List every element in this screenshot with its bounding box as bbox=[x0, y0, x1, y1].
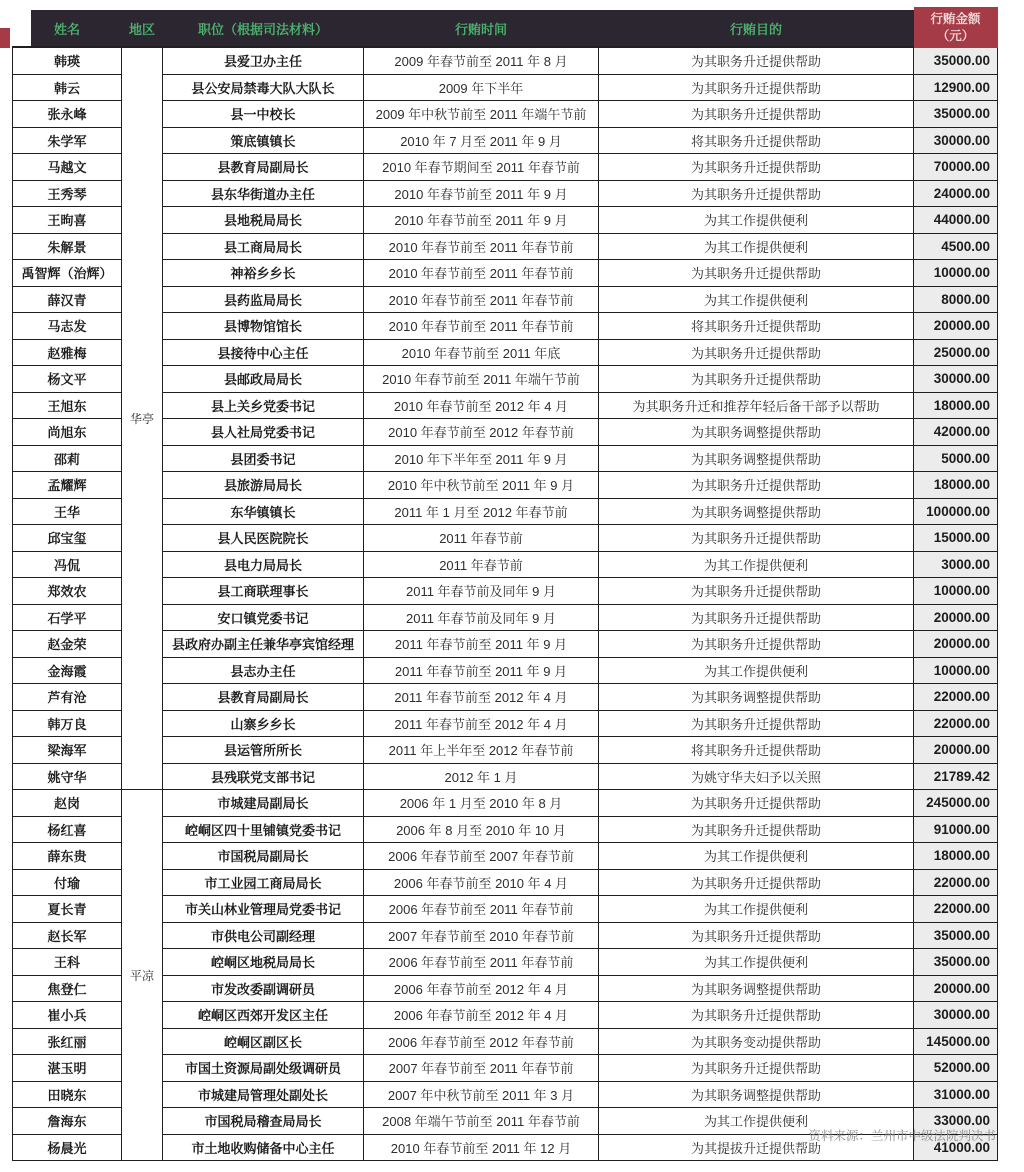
header-row bbox=[13, 10, 998, 47]
position-cell: 县志办主任 bbox=[163, 657, 364, 684]
time-cell: 2011 年春节前至 2012 年 4 月 bbox=[364, 684, 599, 711]
position-cell: 县教育局副局长 bbox=[163, 154, 364, 181]
purpose-cell: 为其职务调整提供帮助 bbox=[599, 419, 914, 446]
purpose-cell: 为其职务调整提供帮助 bbox=[599, 684, 914, 711]
position-cell: 县旅游局局长 bbox=[163, 472, 364, 499]
amount-cell: 18000.00 bbox=[914, 472, 998, 499]
purpose-cell: 为其职务调整提供帮助 bbox=[599, 975, 914, 1002]
amount-header-line2: （元） bbox=[936, 28, 975, 43]
position-cell: 县人民医院院长 bbox=[163, 525, 364, 552]
time-cell: 2007 年中秋节前至 2011 年 3 月 bbox=[364, 1081, 599, 1108]
purpose-cell: 为其职务调整提供帮助 bbox=[599, 1081, 914, 1108]
amount-cell: 24000.00 bbox=[914, 180, 998, 207]
purpose-cell: 为其职务升迁提供帮助 bbox=[599, 790, 914, 817]
amount-cell: 20000.00 bbox=[914, 604, 998, 631]
purpose-cell: 为其工作提供便利 bbox=[599, 896, 914, 923]
name-cell: 张永峰 bbox=[13, 101, 122, 128]
purpose-cell: 为其职务升迁提供帮助 bbox=[599, 74, 914, 101]
name-cell: 韩瑛 bbox=[13, 47, 122, 74]
time-cell: 2007 年春节前至 2011 年春节前 bbox=[364, 1055, 599, 1082]
position-cell: 县地税局局长 bbox=[163, 207, 364, 234]
amount-cell: 22000.00 bbox=[914, 710, 998, 737]
amount-cell: 22000.00 bbox=[914, 896, 998, 923]
amount-cell: 100000.00 bbox=[914, 498, 998, 525]
time-cell: 2009 年下半年 bbox=[364, 74, 599, 101]
amount-cell: 31000.00 bbox=[914, 1081, 998, 1108]
position-cell: 县政府办副主任兼华亭宾馆经理 bbox=[163, 631, 364, 658]
time-cell: 2011 年春节前至 2011 年 9 月 bbox=[364, 631, 599, 658]
col-header-position: 职位（根据司法材料） bbox=[163, 10, 364, 47]
time-cell: 2010 年春节前至 2011 年端午节前 bbox=[364, 366, 599, 393]
purpose-cell: 为其职务升迁提供帮助 bbox=[599, 260, 914, 287]
purpose-cell: 为其工作提供便利 bbox=[599, 286, 914, 313]
position-cell: 市国税局副局长 bbox=[163, 843, 364, 870]
purpose-cell: 将其职务升迁提供帮助 bbox=[599, 313, 914, 340]
amount-cell: 245000.00 bbox=[914, 790, 998, 817]
purpose-cell: 为其职务升迁提供帮助 bbox=[599, 604, 914, 631]
amount-cell: 20000.00 bbox=[914, 737, 998, 764]
position-cell: 县接待中心主任 bbox=[163, 339, 364, 366]
time-cell: 2011 年上半年至 2012 年春节前 bbox=[364, 737, 599, 764]
purpose-cell: 为其职务调整提供帮助 bbox=[599, 498, 914, 525]
amount-cell: 3000.00 bbox=[914, 551, 998, 578]
purpose-cell: 为其职务升迁和推荐年轻后备干部予以帮助 bbox=[599, 392, 914, 419]
name-cell: 邵莉 bbox=[13, 445, 122, 472]
name-cell: 韩云 bbox=[13, 74, 122, 101]
name-cell: 湛玉明 bbox=[13, 1055, 122, 1082]
time-cell: 2006 年 8 月至 2010 年 10 月 bbox=[364, 816, 599, 843]
time-cell: 2006 年 1 月至 2010 年 8 月 bbox=[364, 790, 599, 817]
amount-cell: 20000.00 bbox=[914, 631, 998, 658]
position-cell: 崆峒区四十里铺镇党委书记 bbox=[163, 816, 364, 843]
amount-cell: 30000.00 bbox=[914, 1002, 998, 1029]
position-cell: 市工业园工商局局长 bbox=[163, 869, 364, 896]
col-header-amount bbox=[914, 10, 998, 47]
amount-cell: 35000.00 bbox=[914, 949, 998, 976]
name-cell: 金海霞 bbox=[13, 657, 122, 684]
amount-cell: 20000.00 bbox=[914, 313, 998, 340]
amount-cell: 25000.00 bbox=[914, 339, 998, 366]
position-cell: 崆峒区西郊开发区主任 bbox=[163, 1002, 364, 1029]
time-cell: 2006 年春节前至 2010 年 4 月 bbox=[364, 869, 599, 896]
amount-cell: 35000.00 bbox=[914, 101, 998, 128]
position-cell: 县工商联理事长 bbox=[163, 578, 364, 605]
position-cell: 策底镇镇长 bbox=[163, 127, 364, 154]
amount-cell: 30000.00 bbox=[914, 366, 998, 393]
position-cell: 县上关乡党委书记 bbox=[163, 392, 364, 419]
position-cell: 崆峒区地税局局长 bbox=[163, 949, 364, 976]
time-cell: 2006 年春节前至 2012 年春节前 bbox=[364, 1028, 599, 1055]
purpose-cell: 为其职务升迁提供帮助 bbox=[599, 180, 914, 207]
amount-cell: 145000.00 bbox=[914, 1028, 998, 1055]
name-cell: 付瑜 bbox=[13, 869, 122, 896]
name-cell: 马越文 bbox=[13, 154, 122, 181]
name-cell: 王秀琴 bbox=[13, 180, 122, 207]
purpose-cell: 为其职务调整提供帮助 bbox=[599, 445, 914, 472]
time-cell: 2010 年春节前至 2011 年春节前 bbox=[364, 260, 599, 287]
purpose-cell: 为其职务变动提供帮助 bbox=[599, 1028, 914, 1055]
name-cell: 赵长军 bbox=[13, 922, 122, 949]
time-cell: 2010 年中秋节前至 2011 年 9 月 bbox=[364, 472, 599, 499]
purpose-cell: 为其职务升迁提供帮助 bbox=[599, 47, 914, 74]
name-cell: 王旭东 bbox=[13, 392, 122, 419]
purpose-cell: 为其职务升迁提供帮助 bbox=[599, 869, 914, 896]
amount-cell: 30000.00 bbox=[914, 127, 998, 154]
amount-cell: 8000.00 bbox=[914, 286, 998, 313]
time-cell: 2010 年春节前至 2011 年春节前 bbox=[364, 233, 599, 260]
col-header-name: 姓名 bbox=[13, 10, 122, 47]
purpose-cell: 为其职务升迁提供帮助 bbox=[599, 1002, 914, 1029]
amount-cell: 15000.00 bbox=[914, 525, 998, 552]
position-cell: 县运管所所长 bbox=[163, 737, 364, 764]
amount-cell: 91000.00 bbox=[914, 816, 998, 843]
amount-cell: 4500.00 bbox=[914, 233, 998, 260]
time-cell: 2011 年春节前至 2012 年 4 月 bbox=[364, 710, 599, 737]
name-cell: 韩万良 bbox=[13, 710, 122, 737]
purpose-cell: 为其工作提供便利 bbox=[599, 1108, 914, 1135]
amount-cell: 44000.00 bbox=[914, 207, 998, 234]
time-cell: 2008 年端午节前至 2011 年春节前 bbox=[364, 1108, 599, 1135]
source-note: 资料来源：兰州市中级法院判决书 bbox=[808, 1129, 996, 1143]
time-cell: 2010 年下半年至 2011 年 9 月 bbox=[364, 445, 599, 472]
purpose-cell: 为其职务升迁提供帮助 bbox=[599, 1055, 914, 1082]
purpose-cell: 为其职务升迁提供帮助 bbox=[599, 631, 914, 658]
time-cell: 2010 年春节前至 2011 年 12 月 bbox=[364, 1134, 599, 1161]
time-cell: 2010 年春节前至 2011 年春节前 bbox=[364, 313, 599, 340]
position-cell: 安口镇党委书记 bbox=[163, 604, 364, 631]
purpose-cell: 将其职务升迁提供帮助 bbox=[599, 127, 914, 154]
name-cell: 朱学军 bbox=[13, 127, 122, 154]
purpose-cell: 为其职务升迁提供帮助 bbox=[599, 154, 914, 181]
time-cell: 2011 年春节前及同年 9 月 bbox=[364, 578, 599, 605]
name-cell: 芦有沧 bbox=[13, 684, 122, 711]
col-header-purpose: 行贿目的 bbox=[599, 10, 914, 47]
position-cell: 县一中校长 bbox=[163, 101, 364, 128]
time-cell: 2006 年春节前至 2012 年 4 月 bbox=[364, 975, 599, 1002]
amount-cell: 10000.00 bbox=[914, 578, 998, 605]
name-cell: 夏长青 bbox=[13, 896, 122, 923]
region-cell: 华亭 bbox=[122, 47, 163, 790]
purpose-cell: 为其职务升迁提供帮助 bbox=[599, 525, 914, 552]
purpose-cell: 为姚守华夫妇予以关照 bbox=[599, 763, 914, 790]
amount-cell: 52000.00 bbox=[914, 1055, 998, 1082]
name-cell: 焦登仁 bbox=[13, 975, 122, 1002]
position-cell: 市国税局稽查局局长 bbox=[163, 1108, 364, 1135]
amount-cell: 21789.42 bbox=[914, 763, 998, 790]
name-cell: 梁海军 bbox=[13, 737, 122, 764]
position-cell: 县人社局党委书记 bbox=[163, 419, 364, 446]
name-cell: 朱解景 bbox=[13, 233, 122, 260]
purpose-cell: 为其职务升迁提供帮助 bbox=[599, 101, 914, 128]
name-cell: 赵金荣 bbox=[13, 631, 122, 658]
name-cell: 张红丽 bbox=[13, 1028, 122, 1055]
position-cell: 山寨乡乡长 bbox=[163, 710, 364, 737]
amount-cell: 18000.00 bbox=[914, 392, 998, 419]
position-cell: 市土地收购储备中心主任 bbox=[163, 1134, 364, 1161]
time-cell: 2010 年春节前至 2011 年 9 月 bbox=[364, 180, 599, 207]
time-cell: 2010 年春节前至 2011 年春节前 bbox=[364, 286, 599, 313]
name-cell: 杨文平 bbox=[13, 366, 122, 393]
time-cell: 2011 年春节前 bbox=[364, 525, 599, 552]
purpose-cell: 为其工作提供便利 bbox=[599, 843, 914, 870]
name-cell: 王华 bbox=[13, 498, 122, 525]
position-cell: 县电力局局长 bbox=[163, 551, 364, 578]
amount-cell: 10000.00 bbox=[914, 657, 998, 684]
purpose-cell: 为其工作提供便利 bbox=[599, 949, 914, 976]
name-cell: 禹智辉（治辉） bbox=[13, 260, 122, 287]
col-header-region: 地区 bbox=[122, 10, 163, 47]
amount-cell: 22000.00 bbox=[914, 684, 998, 711]
purpose-cell: 为其职务升迁提供帮助 bbox=[599, 339, 914, 366]
time-cell: 2006 年春节前至 2007 年春节前 bbox=[364, 843, 599, 870]
name-cell: 薛汉青 bbox=[13, 286, 122, 313]
purpose-cell: 为其工作提供便利 bbox=[599, 551, 914, 578]
name-cell: 邱宝玺 bbox=[13, 525, 122, 552]
table-row bbox=[13, 47, 998, 74]
position-cell: 崆峒区副区长 bbox=[163, 1028, 364, 1055]
amount-cell: 41000.00 bbox=[914, 1134, 998, 1161]
time-cell: 2009 年春节前至 2011 年 8 月 bbox=[364, 47, 599, 74]
purpose-cell: 为其提拔升迁提供帮助 bbox=[599, 1134, 914, 1161]
amount-cell: 70000.00 bbox=[914, 154, 998, 181]
position-cell: 市城建局管理处副处长 bbox=[163, 1081, 364, 1108]
time-cell: 2010 年春节期间至 2011 年春节前 bbox=[364, 154, 599, 181]
amount-cell: 20000.00 bbox=[914, 975, 998, 1002]
amount-cell: 35000.00 bbox=[914, 922, 998, 949]
table-body bbox=[13, 47, 998, 1161]
name-cell: 杨晨光 bbox=[13, 1134, 122, 1161]
corner-accent-mark bbox=[0, 28, 10, 48]
amount-cell: 42000.00 bbox=[914, 419, 998, 446]
purpose-cell: 为其工作提供便利 bbox=[599, 657, 914, 684]
purpose-cell: 为其职务升迁提供帮助 bbox=[599, 922, 914, 949]
bribery-table bbox=[12, 10, 998, 1161]
position-cell: 县爱卫办主任 bbox=[163, 47, 364, 74]
time-cell: 2006 年春节前至 2012 年 4 月 bbox=[364, 1002, 599, 1029]
time-cell: 2007 年春节前至 2010 年春节前 bbox=[364, 922, 599, 949]
time-cell: 2006 年春节前至 2011 年春节前 bbox=[364, 949, 599, 976]
time-cell: 2010 年春节前至 2011 年 9 月 bbox=[364, 207, 599, 234]
position-cell: 市供电公司副经理 bbox=[163, 922, 364, 949]
position-cell: 市发改委副调研员 bbox=[163, 975, 364, 1002]
position-cell: 县教育局副局长 bbox=[163, 684, 364, 711]
name-cell: 田晓东 bbox=[13, 1081, 122, 1108]
position-cell: 市国土资源局副处级调研员 bbox=[163, 1055, 364, 1082]
name-cell: 马志发 bbox=[13, 313, 122, 340]
time-cell: 2010 年 7 月至 2011 年 9 月 bbox=[364, 127, 599, 154]
amount-cell: 22000.00 bbox=[914, 869, 998, 896]
amount-cell: 18000.00 bbox=[914, 843, 998, 870]
purpose-cell: 为其工作提供便利 bbox=[599, 233, 914, 260]
amount-header-line1: 行贿金额 bbox=[930, 11, 981, 26]
purpose-cell: 为其职务升迁提供帮助 bbox=[599, 472, 914, 499]
time-cell: 2011 年春节前及同年 9 月 bbox=[364, 604, 599, 631]
purpose-cell: 为其职务升迁提供帮助 bbox=[599, 578, 914, 605]
name-cell: 石学平 bbox=[13, 604, 122, 631]
time-cell: 2010 年春节前至 2012 年 4 月 bbox=[364, 392, 599, 419]
purpose-cell: 为其职务升迁提供帮助 bbox=[599, 366, 914, 393]
name-cell: 詹海东 bbox=[13, 1108, 122, 1135]
time-cell: 2010 年春节前至 2012 年春节前 bbox=[364, 419, 599, 446]
amount-cell: 35000.00 bbox=[914, 47, 998, 74]
position-cell: 县邮政局局长 bbox=[163, 366, 364, 393]
purpose-cell: 为其职务升迁提供帮助 bbox=[599, 816, 914, 843]
position-cell: 县残联党支部书记 bbox=[163, 763, 364, 790]
position-cell: 市城建局副局长 bbox=[163, 790, 364, 817]
amount-cell: 5000.00 bbox=[914, 445, 998, 472]
time-cell: 2006 年春节前至 2011 年春节前 bbox=[364, 896, 599, 923]
time-cell: 2011 年春节前至 2011 年 9 月 bbox=[364, 657, 599, 684]
purpose-cell: 为其工作提供便利 bbox=[599, 207, 914, 234]
name-cell: 赵雅梅 bbox=[13, 339, 122, 366]
name-cell: 姚守华 bbox=[13, 763, 122, 790]
name-cell: 赵岗 bbox=[13, 790, 122, 817]
time-cell: 2010 年春节前至 2011 年底 bbox=[364, 339, 599, 366]
time-cell: 2011 年 1 月至 2012 年春节前 bbox=[364, 498, 599, 525]
amount-header-box bbox=[914, 7, 998, 48]
time-cell: 2009 年中秋节前至 2011 年端午节前 bbox=[364, 101, 599, 128]
position-cell: 县药监局局长 bbox=[163, 286, 364, 313]
col-header-time: 行贿时间 bbox=[364, 10, 599, 47]
name-cell: 崔小兵 bbox=[13, 1002, 122, 1029]
position-cell: 县博物馆馆长 bbox=[163, 313, 364, 340]
name-cell: 王科 bbox=[13, 949, 122, 976]
time-cell: 2011 年春节前 bbox=[364, 551, 599, 578]
table-row bbox=[13, 790, 998, 817]
position-cell: 东华镇镇长 bbox=[163, 498, 364, 525]
position-cell: 县公安局禁毒大队大队长 bbox=[163, 74, 364, 101]
position-cell: 县东华街道办主任 bbox=[163, 180, 364, 207]
name-cell: 郑效农 bbox=[13, 578, 122, 605]
amount-cell: 33000.00 bbox=[914, 1108, 998, 1135]
name-cell: 尚旭东 bbox=[13, 419, 122, 446]
position-cell: 县团委书记 bbox=[163, 445, 364, 472]
name-cell: 孟耀辉 bbox=[13, 472, 122, 499]
position-cell: 市关山林业管理局党委书记 bbox=[163, 896, 364, 923]
time-cell: 2012 年 1 月 bbox=[364, 763, 599, 790]
purpose-cell: 将其职务升迁提供帮助 bbox=[599, 737, 914, 764]
purpose-cell: 为其职务升迁提供帮助 bbox=[599, 710, 914, 737]
region-cell: 平凉 bbox=[122, 790, 163, 1161]
name-cell: 冯侃 bbox=[13, 551, 122, 578]
position-cell: 县工商局局长 bbox=[163, 233, 364, 260]
position-cell: 神裕乡乡长 bbox=[163, 260, 364, 287]
name-cell: 杨红喜 bbox=[13, 816, 122, 843]
amount-cell: 10000.00 bbox=[914, 260, 998, 287]
amount-cell: 12900.00 bbox=[914, 74, 998, 101]
name-cell: 薛东贵 bbox=[13, 843, 122, 870]
name-cell: 王昫喜 bbox=[13, 207, 122, 234]
